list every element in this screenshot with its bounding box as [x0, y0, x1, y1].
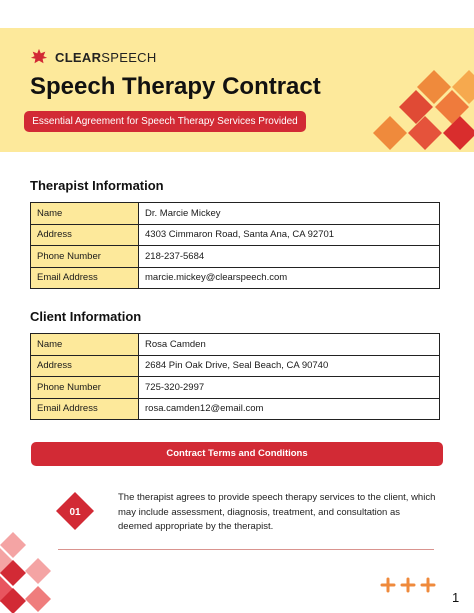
- row-value: 218-237-5684: [139, 246, 440, 268]
- therapist-info-table: [30, 202, 440, 289]
- row-value: 725-320-2997: [139, 377, 440, 399]
- row-label: Name: [31, 334, 139, 356]
- page-title: Speech Therapy Contract: [30, 73, 321, 100]
- brand-logo: [30, 48, 157, 66]
- terms-heading-bar: Contract Terms and Conditions: [31, 442, 443, 466]
- table-row: [31, 267, 440, 289]
- term-number: 01: [69, 507, 81, 518]
- maple-leaf-icon: [30, 48, 48, 66]
- row-label: Name: [31, 203, 139, 225]
- divider: [58, 549, 434, 550]
- row-value: 2684 Pin Oak Drive, Seal Beach, CA 90740: [139, 355, 440, 377]
- decorative-diamonds-top: [368, 70, 474, 152]
- row-value: Rosa Camden: [139, 334, 440, 356]
- table-row: [31, 224, 440, 246]
- term-text: The therapist agrees to provide speech therapy services to the client, which may include assessment, diagnosis, treatment, and consultation as deemed appropriate by the therapist.: [118, 492, 436, 532]
- table-row: [31, 203, 440, 225]
- therapist-section-heading: Therapist Information: [30, 178, 164, 193]
- client-section-heading: Client Information: [30, 309, 142, 324]
- table-row: [31, 246, 440, 268]
- row-label: Phone Number: [31, 377, 139, 399]
- row-value: rosa.camden12@email.com: [139, 398, 440, 420]
- brand-name: CLEARSPEECH: [55, 49, 157, 65]
- row-label: Email Address: [31, 398, 139, 420]
- table-row: [31, 334, 440, 356]
- decorative-diamonds-bottom: [0, 528, 60, 613]
- client-info-table: [30, 333, 440, 420]
- row-value: Dr. Marcie Mickey: [139, 203, 440, 225]
- row-label: Phone Number: [31, 246, 139, 268]
- decorative-plus-icons: [380, 575, 440, 600]
- term-number-badge: [56, 492, 94, 530]
- subtitle-badge: Essential Agreement for Speech Therapy Services Provided: [24, 111, 306, 132]
- row-value: 4303 Cimmaron Road, Santa Ana, CA 92701: [139, 224, 440, 246]
- table-row: [31, 377, 440, 399]
- table-row: [31, 355, 440, 377]
- row-value: marcie.mickey@clearspeech.com: [139, 267, 440, 289]
- row-label: Address: [31, 224, 139, 246]
- row-label: Address: [31, 355, 139, 377]
- row-label: Email Address: [31, 267, 139, 289]
- table-row: [31, 398, 440, 420]
- page-number: 1: [452, 590, 460, 605]
